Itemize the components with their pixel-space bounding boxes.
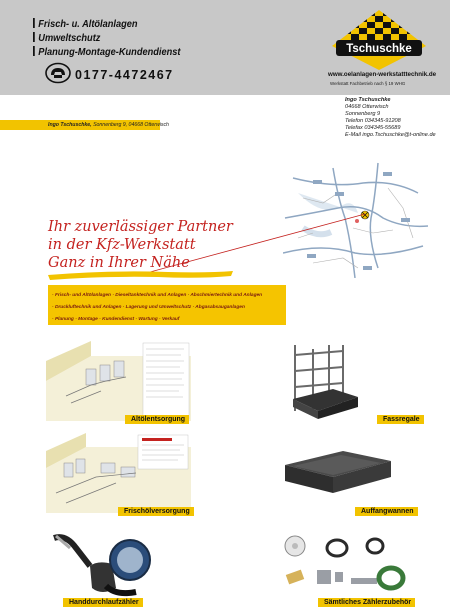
address-name: Ingo Tschuschke — [345, 97, 391, 103]
product-label-zubehoer — [318, 598, 415, 607]
slogan-line-2: in der Kfz-Werkstatt — [48, 237, 196, 253]
services-line-2: · Druckluftechnik und Anlagen · Lagerung und Umweltschutz · Abgasabsauganlagen — [52, 305, 245, 310]
product-label-auffangwannen — [355, 507, 418, 516]
phone-icon — [45, 62, 71, 84]
product-image-zubehoer — [273, 526, 418, 604]
product-image-handzaehler — [46, 526, 191, 604]
product-image-frischoel — [46, 433, 191, 513]
product-label-handzaehler — [63, 598, 143, 607]
product-label-text-6: Sämtliches Zählerzubehör — [324, 599, 412, 606]
phone-number: 0177-4472467 — [75, 68, 174, 82]
services-text-2: Druckluftechnik und Anlagen · Lagerung und Umweltschutz · Abgasabsauganlagen — [54, 305, 245, 310]
header-bar — [0, 0, 450, 95]
services-text-3: Planung · Montage · Kundendienst · Wartung · Verkauf — [54, 317, 180, 322]
services-line-3: · Planung · Montage · Kundendienst · Wartung · Verkauf — [52, 317, 180, 322]
services-text-1: Frisch- und Altölanlagen · Dieseltanktechnik und Anlagen · Abschmiertechnik und Anlagen — [54, 293, 263, 298]
service-line-1: Frisch- u. Altölanlagen — [33, 18, 138, 30]
slogan-underline — [48, 268, 233, 282]
product-label-text-5: Handdurchlaufzähler — [69, 599, 139, 606]
band-text — [48, 122, 169, 128]
product-image-auffangwannen — [273, 433, 418, 513]
product-label-altoel — [125, 415, 189, 424]
address-email: E-Mail ingo.Tschuschke@t-online.de — [345, 131, 436, 138]
product-label-fassregale — [377, 415, 424, 424]
product-image-fassregale — [273, 341, 418, 421]
product-label-frischoel — [118, 507, 194, 516]
address-phone: Telefon 034345-91208 — [345, 117, 401, 124]
checkered-flag-logo — [332, 10, 426, 70]
address-block — [345, 97, 436, 138]
service-line-2: Umweltschutz — [33, 32, 100, 44]
product-image-altoel — [46, 341, 191, 421]
logo-text: Tschuschke — [346, 43, 412, 55]
slogan-line-3: Ganz in Ihrer Nähe — [48, 255, 190, 271]
band-name: Ingo Tschuschke, — [48, 121, 92, 128]
address-street: Sonnenberg 9 — [345, 110, 381, 117]
address-fax: Telefax 034345-55689 — [345, 124, 401, 131]
product-label-text-1: Altölentsorgung — [131, 416, 186, 423]
slogan-line-1: Ihr zuverlässiger Partner — [48, 219, 233, 235]
website-url: www.oelanlagen-werkstatttechnik.de — [328, 71, 437, 78]
product-label-text-4: Auffangwannen — [361, 508, 414, 515]
website-subtitle: Werkstatt Fachbetrieb nach § 19 WHG — [330, 81, 406, 86]
address-city: 04668 Otterwisch — [345, 103, 389, 110]
product-label-text-2: Fassregale — [383, 416, 420, 423]
band-address: Sonnenberg 9, 04668 Otterwisch — [93, 121, 169, 128]
service-line-3: Planung-Montage-Kundendienst — [33, 46, 180, 58]
services-line-1: · Frisch- und Altölanlagen · Dieseltanktechnik und Anlagen · Abschmiertechnik und Anlagen — [52, 293, 263, 298]
product-label-text-3: Frischölversorgung — [124, 508, 190, 515]
